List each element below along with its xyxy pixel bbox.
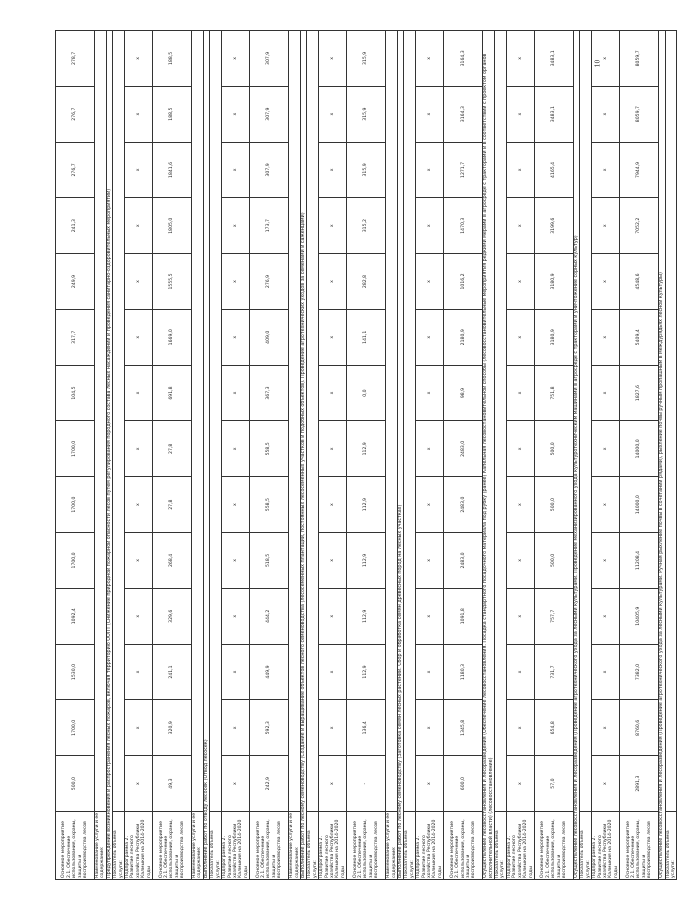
table-row xyxy=(506,30,534,879)
value-cell: x xyxy=(319,588,347,644)
value-cell: 1841,6 xyxy=(153,142,192,198)
value-cell: x xyxy=(319,533,347,589)
value-cell: 11208,4 xyxy=(620,533,659,589)
value-cell: 27,8 xyxy=(153,421,192,477)
value-cell: 317,7 xyxy=(56,309,95,365)
value-cell: x xyxy=(222,365,250,421)
table-row xyxy=(386,30,398,879)
value-cell: 4165,4 xyxy=(534,142,573,198)
value-cell: 1700,0 xyxy=(56,533,95,589)
value-cell: 1700,0 xyxy=(56,477,95,533)
value-cell: x xyxy=(125,254,153,310)
empty-cell xyxy=(210,30,222,811)
value-cell: 1827,6 xyxy=(620,365,659,421)
value-cell: 2483,0 xyxy=(444,421,483,477)
value-cell: x xyxy=(125,588,153,644)
value-cell: x xyxy=(125,309,153,365)
section-title: Выполнение работ по отводу лесосек (Отвод лесосек) xyxy=(203,30,209,879)
value-cell: x xyxy=(506,588,534,644)
section-title: Выполнение работ по лесному семеноводству (Заготовка семян лесных растений. Сбор и обработка семян древесных пород на лесных участках) xyxy=(398,30,404,879)
value-cell: x xyxy=(416,86,444,142)
value-cell: 2180,9 xyxy=(444,309,483,365)
empty-cell xyxy=(495,30,507,811)
value-cell: 315,9 xyxy=(347,86,386,142)
value-cell: x xyxy=(319,30,347,86)
value-cell: x xyxy=(592,254,620,310)
value-cell: 49,3 xyxy=(153,756,192,812)
table-row xyxy=(592,30,620,879)
row-label: Показатель объема услуги: xyxy=(580,812,592,880)
value-cell: 104,5 xyxy=(56,365,95,421)
value-cell: 1700,0 xyxy=(56,700,95,756)
value-cell: x xyxy=(125,421,153,477)
value-cell: x xyxy=(592,198,620,254)
value-cell: 320,9 xyxy=(153,700,192,756)
value-cell: x xyxy=(222,142,250,198)
empty-cell xyxy=(665,30,677,811)
value-cell: 307,9 xyxy=(250,30,289,86)
value-cell: 8059,7 xyxy=(620,86,659,142)
value-cell: 8760,6 xyxy=(620,700,659,756)
table-row xyxy=(444,30,483,879)
row-label: Основное мероприятие 2.1. Обеспечение использования, охраны, защиты и воспроизводства лесов xyxy=(620,812,659,880)
value-cell: 188,5 xyxy=(153,86,192,142)
value-cell: 14000,0 xyxy=(620,421,659,477)
value-cell: x xyxy=(592,756,620,812)
value-cell: 1345,8 xyxy=(444,700,483,756)
value-cell: x xyxy=(222,700,250,756)
value-cell: 112,9 xyxy=(347,533,386,589)
value-cell: 600,0 xyxy=(444,756,483,812)
value-cell: x xyxy=(125,644,153,700)
value-cell: 1669,0 xyxy=(153,309,192,365)
value-cell: x xyxy=(319,198,347,254)
value-cell: 3199,6 xyxy=(534,198,573,254)
value-cell: 188,5 xyxy=(153,30,192,86)
value-cell: x xyxy=(222,644,250,700)
value-cell: 112,9 xyxy=(347,588,386,644)
table-row xyxy=(95,30,107,879)
value-cell: 7382,0 xyxy=(620,644,659,700)
value-cell: x xyxy=(506,756,534,812)
page-number: 10 xyxy=(594,59,602,68)
value-cell: 592,3 xyxy=(250,700,289,756)
value-cell: 241,1 xyxy=(153,644,192,700)
value-cell: 500,0 xyxy=(534,477,573,533)
value-cell: 1555,5 xyxy=(153,254,192,310)
value-cell: 2483,0 xyxy=(444,477,483,533)
value-cell: 1805,0 xyxy=(153,198,192,254)
value-cell: - xyxy=(347,756,386,812)
value-cell: x xyxy=(506,142,534,198)
value-cell: 98,9 xyxy=(444,365,483,421)
value-cell: 14000,0 xyxy=(620,477,659,533)
value-cell: x xyxy=(125,198,153,254)
value-cell: 315,9 xyxy=(347,30,386,86)
value-cell: 558,5 xyxy=(250,421,289,477)
row-label: Наименование услуги и ее содержание: xyxy=(289,812,300,878)
row-label: Наименование услуги и ее содержание: xyxy=(95,812,106,878)
value-cell: x xyxy=(506,254,534,310)
value-cell: x xyxy=(222,477,250,533)
value-cell: x xyxy=(592,142,620,198)
empty-cell xyxy=(307,30,319,811)
section-title: Предупреждение возникновения и распространения лесных пожаров, включая территорию ООПТ (Снижение природной пожарной опасности лесов путем регулирования породного состава лесных насаждений и проведения санитарно-оздоровительных мероприятий) xyxy=(106,30,112,879)
value-cell: x xyxy=(319,365,347,421)
row-label: Показатель объема услуги: xyxy=(307,812,319,880)
value-cell: 136,4 xyxy=(347,700,386,756)
budget-table xyxy=(55,30,677,880)
value-cell: x xyxy=(319,86,347,142)
value-cell: x xyxy=(506,533,534,589)
table-row xyxy=(153,30,192,879)
value-cell: x xyxy=(319,756,347,812)
table-row xyxy=(192,30,204,879)
value-cell: x xyxy=(319,142,347,198)
value-cell: x xyxy=(125,756,153,812)
value-cell: x xyxy=(319,644,347,700)
row-label: Подпрограмма 2. Развитие лесного хозяйства Республики Калмыкия на 2014-2020 годы xyxy=(416,812,444,880)
value-cell: 282,8 xyxy=(347,254,386,310)
value-cell: x xyxy=(125,86,153,142)
value-cell: 1271,7 xyxy=(444,142,483,198)
value-cell: 307,9 xyxy=(250,142,289,198)
table-row xyxy=(580,30,592,879)
value-cell: x xyxy=(125,30,153,86)
value-cell: x xyxy=(416,198,444,254)
value-cell: 3164,3 xyxy=(444,86,483,142)
row-label: Подпрограмма 2. Развитие лесного хозяйства Республики Калмыкия на 2014-2020 годы xyxy=(125,812,153,880)
value-cell: x xyxy=(416,365,444,421)
value-cell: 112,9 xyxy=(347,644,386,700)
value-cell: x xyxy=(416,254,444,310)
value-cell: x xyxy=(592,588,620,644)
value-cell: x xyxy=(125,533,153,589)
section-title: Выполнение работ по лесному семеноводству (Создание и выращивание объектов лесного семеноводства (лесосеменных плантаций, постоянных лесосеменных участков и подобных объектов). Проведение агротехнических уходов за семенами и саженцами) xyxy=(300,30,306,879)
table-row xyxy=(404,30,416,879)
value-cell: 1700,0 xyxy=(56,421,95,477)
row-label: Показатель объема услуги: xyxy=(665,812,677,880)
table-row xyxy=(210,30,222,879)
value-cell: x xyxy=(125,142,153,198)
value-cell: 1470,3 xyxy=(444,198,483,254)
row-label: Наименование услуги и ее содержание: xyxy=(192,812,203,878)
value-cell: 1092,4 xyxy=(56,588,95,644)
value-cell: 3164,3 xyxy=(444,30,483,86)
value-cell: 558,5 xyxy=(250,477,289,533)
value-cell: x xyxy=(416,477,444,533)
row-label: Подпрограмма 2. Развитие лесного хозяйства Республики Калмыкия на 2014-2020 годы xyxy=(506,812,534,880)
value-cell: x xyxy=(416,142,444,198)
value-cell: 241,3 xyxy=(56,198,95,254)
value-cell: 3483,1 xyxy=(534,86,573,142)
value-cell: 242,9 xyxy=(250,756,289,812)
value-cell: x xyxy=(222,309,250,365)
value-cell: 278,7 xyxy=(56,30,95,86)
table-row xyxy=(307,30,319,879)
table-row xyxy=(113,30,125,879)
empty-cell xyxy=(95,30,107,811)
table-row xyxy=(319,30,347,879)
value-cell: x xyxy=(222,756,250,812)
value-cell: 1091,8 xyxy=(444,588,483,644)
table-row xyxy=(289,30,301,879)
table-row xyxy=(483,30,495,879)
table-row xyxy=(222,30,250,879)
value-cell: x xyxy=(416,756,444,812)
value-cell: x xyxy=(416,533,444,589)
value-cell: 518,5 xyxy=(250,533,289,589)
value-cell: 141,1 xyxy=(347,309,386,365)
value-cell: x xyxy=(506,644,534,700)
row-label: Основное мероприятие 2.1. Обеспечение использования, охраны, защиты и воспроизводства лесов xyxy=(444,812,483,880)
value-cell: 444,2 xyxy=(250,588,289,644)
section-title: Осуществление лесовосстановления и лесоразведения (Проведение агротехнического ухода за лесными культурами. Проведение механизированного ухода культуротехническим машинами в агросреде с тракторами и уничтожение сорных культур) xyxy=(573,30,579,879)
value-cell: 7052,2 xyxy=(620,198,659,254)
value-cell: 112,9 xyxy=(347,477,386,533)
value-cell: 1530,0 xyxy=(56,644,95,700)
value-cell: x xyxy=(416,309,444,365)
row-label: Основное мероприятие 2.1. Обеспечение использования, охраны, защиты и воспроизводства лесов xyxy=(347,812,386,880)
value-cell: 276,7 xyxy=(56,86,95,142)
value-cell: x xyxy=(506,198,534,254)
value-cell: 500,0 xyxy=(534,533,573,589)
value-cell: x xyxy=(319,700,347,756)
value-cell: x xyxy=(592,365,620,421)
value-cell: 3483,1 xyxy=(534,30,573,86)
value-cell: 315,2 xyxy=(347,198,386,254)
value-cell: 3180,9 xyxy=(534,254,573,310)
value-cell: 409,0 xyxy=(250,309,289,365)
value-cell: 315,9 xyxy=(347,142,386,198)
value-cell: x xyxy=(222,254,250,310)
value-cell: x xyxy=(125,477,153,533)
value-cell: x xyxy=(222,533,250,589)
value-cell: 27,8 xyxy=(153,477,192,533)
value-cell: x xyxy=(592,86,620,142)
table-row xyxy=(250,30,289,879)
rotated-page xyxy=(55,30,676,880)
value-cell: x xyxy=(592,533,620,589)
value-cell: 654,8 xyxy=(534,700,573,756)
empty-cell xyxy=(289,30,301,811)
value-cell: 1016,2 xyxy=(444,254,483,310)
table-row xyxy=(347,30,386,879)
row-label: Показатель объема услуги: xyxy=(113,812,125,880)
value-cell: x xyxy=(319,477,347,533)
value-cell: 276,7 xyxy=(56,142,95,198)
value-cell: x xyxy=(506,30,534,86)
value-cell: x xyxy=(592,644,620,700)
value-cell: x xyxy=(125,700,153,756)
value-cell: x xyxy=(592,421,620,477)
table-row xyxy=(534,30,573,879)
empty-cell xyxy=(192,30,204,811)
value-cell: 4548,6 xyxy=(620,254,659,310)
value-cell: x xyxy=(506,365,534,421)
value-cell: x xyxy=(222,86,250,142)
value-cell: 10405,9 xyxy=(620,588,659,644)
row-label: Показатель объема услуги: xyxy=(210,812,222,880)
value-cell: 3180,9 xyxy=(534,309,573,365)
table-row xyxy=(620,30,659,879)
row-label: Основное мероприятие 2.1. Обеспечение использования, охраны, защиты и воспроизводства лесов xyxy=(534,812,573,880)
value-cell: x xyxy=(222,421,250,477)
value-cell: 2483,0 xyxy=(444,533,483,589)
value-cell: 307,9 xyxy=(250,86,289,142)
value-cell: 1180,3 xyxy=(444,644,483,700)
value-cell: 173,7 xyxy=(250,198,289,254)
value-cell: x xyxy=(416,588,444,644)
empty-cell xyxy=(113,30,125,811)
value-cell: x xyxy=(319,421,347,477)
value-cell: x xyxy=(592,700,620,756)
value-cell: 8059,7 xyxy=(620,30,659,86)
row-label: Основное мероприятие 2.1. Обеспечение использования, охраны, защиты и воспроизводства лесов xyxy=(250,812,289,880)
value-cell: 500,0 xyxy=(534,421,573,477)
value-cell: x xyxy=(416,30,444,86)
value-cell: x xyxy=(125,365,153,421)
value-cell: 268,4 xyxy=(153,533,192,589)
table-row xyxy=(416,30,444,879)
table-row xyxy=(665,30,677,879)
value-cell: x xyxy=(416,421,444,477)
row-label: Подпрограмма 2. Развитие лесного хозяйства Республики Калмыкия на 2014-2020 годы xyxy=(319,812,347,880)
row-label: Подпрограмма 2. Развитие лесного хозяйства Республики Калмыкия на 2014-2020 годы xyxy=(592,812,620,880)
value-cell: 112,9 xyxy=(347,421,386,477)
value-cell: x xyxy=(222,198,250,254)
value-cell: 751,8 xyxy=(534,365,573,421)
value-cell: 367,3 xyxy=(250,365,289,421)
empty-cell xyxy=(386,30,398,811)
value-cell: x xyxy=(319,309,347,365)
row-label: Наименование услуги и ее содержание: xyxy=(386,812,397,878)
empty-cell xyxy=(580,30,592,811)
value-cell: 329,6 xyxy=(153,588,192,644)
table-row xyxy=(125,30,153,879)
section-title: Осуществление лесовосстановления и лесоразведения (Проведение агротехнического ухода за лесными культурами. Ручная рыхление почвы в сочетании рядами), рыхление почвы ручным пропашным в междурядьях лесной культуры) xyxy=(659,30,665,879)
value-cell: x xyxy=(222,30,250,86)
value-cell: x xyxy=(506,86,534,142)
value-cell: 691,8 xyxy=(153,365,192,421)
value-cell: x xyxy=(592,477,620,533)
value-cell: x xyxy=(592,30,620,86)
value-cell: x xyxy=(319,254,347,310)
value-cell: 276,9 xyxy=(250,254,289,310)
value-cell: 5409,4 xyxy=(620,309,659,365)
value-cell: 57,0 xyxy=(534,756,573,812)
row-label: Подпрограмма 2. Развитие лесного хозяйства Республики Калмыкия на 2014-2020 годы xyxy=(222,812,250,880)
value-cell: 7944,9 xyxy=(620,142,659,198)
value-cell: x xyxy=(592,309,620,365)
value-cell: 249,9 xyxy=(56,254,95,310)
table-row xyxy=(56,30,95,879)
value-cell: x xyxy=(506,700,534,756)
value-cell: 500,0 xyxy=(56,756,95,812)
empty-cell xyxy=(404,30,416,811)
value-cell: 2891,3 xyxy=(620,756,659,812)
value-cell: 731,7 xyxy=(534,644,573,700)
row-label: Показатель объема услуги: xyxy=(404,812,416,880)
row-label: Основное мероприятие 2.1. Обеспечение использования, охраны, защиты и воспроизводства лесов xyxy=(56,812,95,880)
value-cell: 0,0 xyxy=(347,365,386,421)
section-title: Осуществление лесовосстановления и лесоразведения (Обеспечение лесовосстановления. Посадка стандартного посадочного материала под рубку (ранее) Капельная лесовостановительной способы (лесовосстановительные мероприятия редкими мерами в агросреде с тракторами и в соответствии с проектом органов исполнительной власти) (лесовосстановление) xyxy=(483,30,495,879)
value-cell: x xyxy=(222,588,250,644)
table-row xyxy=(495,30,507,879)
value-cell: 757,7 xyxy=(534,588,573,644)
value-cell: x xyxy=(506,309,534,365)
row-label: Основное мероприятие 2.1. Обеспечение использования, охраны, защиты и воспроизводства лесов xyxy=(153,812,192,880)
value-cell: x xyxy=(506,477,534,533)
value-cell: x xyxy=(416,700,444,756)
value-cell: x xyxy=(416,644,444,700)
row-label: Показатель объема услуги: xyxy=(495,812,507,880)
value-cell: 449,9 xyxy=(250,644,289,700)
value-cell: x xyxy=(506,421,534,477)
